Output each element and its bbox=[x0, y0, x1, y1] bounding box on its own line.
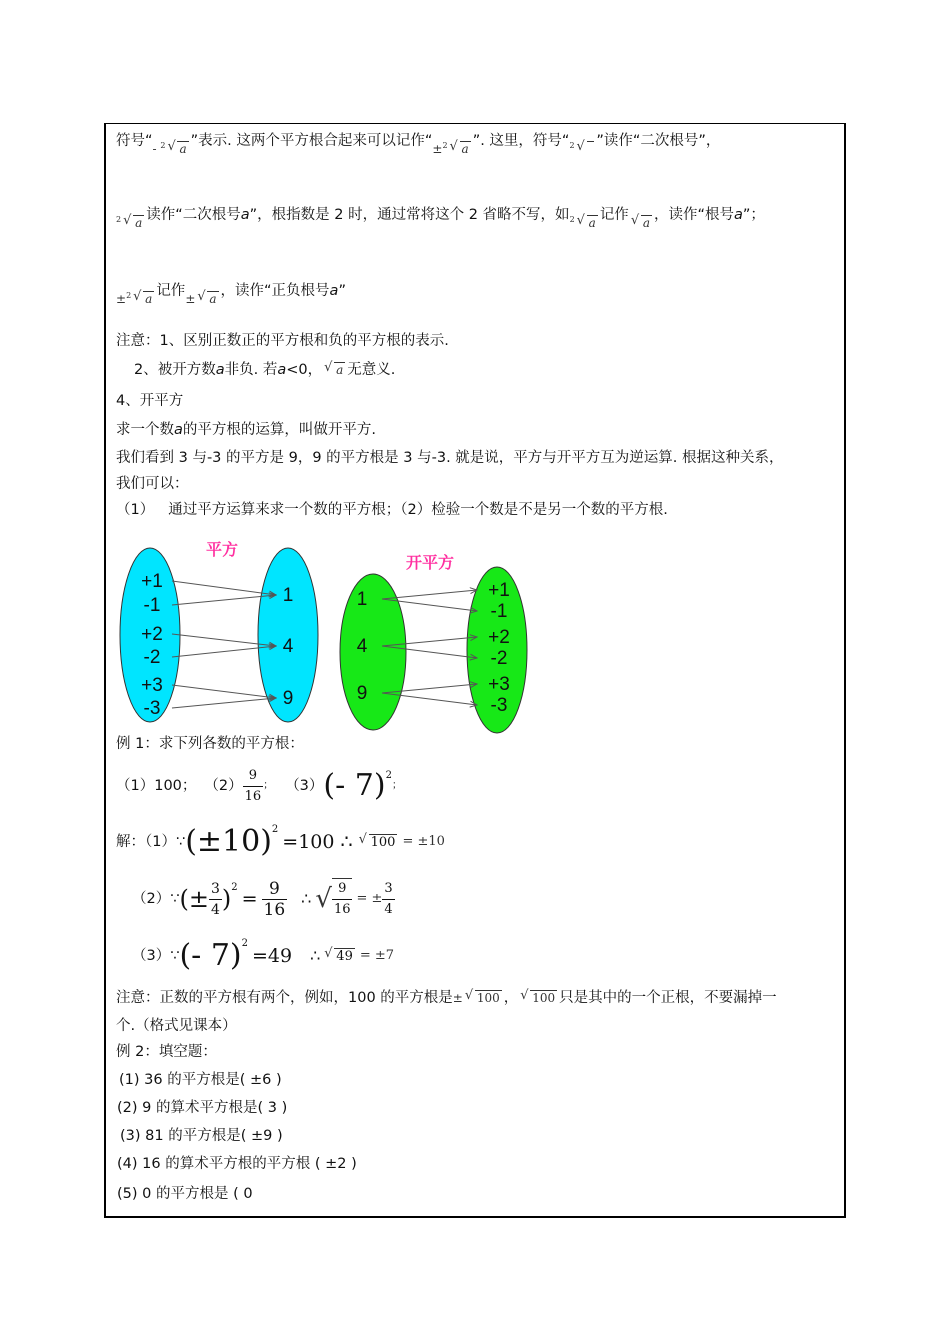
pm-sign: ± bbox=[116, 292, 127, 306]
index: 2 bbox=[569, 141, 575, 150]
denominator: 4 bbox=[384, 901, 393, 917]
numerator: 3 bbox=[209, 879, 222, 900]
equation: =49 bbox=[252, 945, 293, 967]
denominator: 4 bbox=[210, 901, 220, 918]
radicand: a bbox=[642, 216, 650, 230]
text: 通过平方运算来求一个数的平方根；（2）检验一个数是不是另一个数的平方根. bbox=[168, 502, 668, 518]
right-input-label: 1 bbox=[356, 589, 368, 610]
radical-a bbox=[631, 213, 652, 233]
radicand: 100 bbox=[532, 991, 556, 1005]
radicand: a bbox=[145, 292, 153, 306]
index: 2 bbox=[160, 141, 166, 150]
radical-a-plain bbox=[322, 363, 347, 377]
expr-neg7: (- 7) bbox=[179, 938, 242, 973]
note-1: 注意：1、区别正数正的平方根和负的平方根的表示. bbox=[116, 333, 449, 349]
left-input-label: +3 bbox=[141, 675, 163, 696]
radical-a bbox=[197, 289, 218, 309]
text: ”. 这里，符号“ bbox=[472, 133, 570, 149]
text: 的平方根的运算，叫做开平方. bbox=[182, 422, 376, 438]
radical-a bbox=[324, 360, 345, 380]
left-output-label: 9 bbox=[282, 688, 294, 709]
pm-sign: ± bbox=[432, 142, 443, 156]
radical-empty bbox=[577, 139, 595, 159]
mapping-arrow bbox=[172, 698, 276, 708]
line-3 bbox=[116, 278, 346, 306]
var-a: a bbox=[733, 207, 743, 223]
exponent: 2 bbox=[271, 824, 279, 835]
fraction-3-4-result bbox=[382, 879, 394, 920]
var-a: a bbox=[174, 422, 183, 438]
text: （1） bbox=[116, 502, 155, 518]
radical-a bbox=[123, 213, 144, 233]
example-2-heading: 例 2：填空题： bbox=[116, 1044, 217, 1060]
index: 2 bbox=[442, 141, 448, 150]
question-2-label: （2） bbox=[204, 778, 243, 794]
radical-100-b bbox=[518, 991, 559, 1005]
radicand: a bbox=[179, 142, 187, 156]
radical-a bbox=[450, 139, 471, 159]
text: 2、被开方数 bbox=[134, 362, 216, 378]
definition bbox=[116, 420, 376, 440]
radical-100 bbox=[359, 832, 398, 853]
right-output-label: -3 bbox=[490, 695, 508, 716]
radical-a bbox=[133, 289, 154, 309]
var-a: a bbox=[329, 283, 339, 299]
text: ”表示. 这两个平方根合起来可以记作“ bbox=[190, 133, 433, 149]
example-2-item-5: (5) 0 的平方根是 ( 0 bbox=[117, 1186, 253, 1202]
separator: ； bbox=[263, 780, 274, 791]
radical-100 bbox=[465, 988, 502, 1008]
sqrt-sign: √ bbox=[315, 884, 332, 914]
equals: = bbox=[241, 888, 258, 910]
note-3-line-1 bbox=[116, 988, 777, 1008]
pm-radical bbox=[432, 142, 472, 156]
text: ， bbox=[503, 990, 519, 1006]
solution-label: 解：（1）∵ bbox=[116, 834, 186, 850]
exponent: 2 bbox=[241, 938, 248, 949]
left-diagram-title: 平方 bbox=[205, 542, 239, 559]
denominator: 16 bbox=[244, 788, 262, 804]
index: 2 bbox=[569, 215, 575, 224]
text: ”； bbox=[742, 207, 765, 223]
text: <0， bbox=[286, 362, 323, 378]
question-3-label: （3） bbox=[285, 778, 324, 794]
text: 符号“ bbox=[116, 133, 153, 149]
text: ” bbox=[338, 283, 346, 299]
left-input-label: -3 bbox=[143, 698, 161, 719]
line-1 bbox=[116, 128, 721, 156]
pm-radical-plain bbox=[185, 292, 220, 306]
denominator: 16 bbox=[333, 902, 351, 917]
pm-radical-100 bbox=[453, 991, 504, 1005]
radicand: 100 bbox=[370, 834, 396, 850]
text: 非负. 若 bbox=[224, 362, 278, 378]
left-output-label: 1 bbox=[282, 585, 294, 606]
example-2-item-3: (3) 81 的平方根是( ±9 ) bbox=[120, 1128, 283, 1144]
radical-49 bbox=[324, 946, 355, 967]
therefore: ∴ bbox=[310, 946, 321, 965]
text: ”读作“二次根号”， bbox=[596, 133, 721, 149]
fraction-9-16 bbox=[243, 766, 264, 807]
var-a: a bbox=[215, 362, 225, 378]
radical-a bbox=[167, 139, 188, 159]
right-output-label: +2 bbox=[488, 627, 510, 648]
radicand: a bbox=[209, 292, 217, 306]
solution-label: （3）∵ bbox=[132, 948, 180, 964]
radicand: 49 bbox=[336, 948, 353, 964]
text: 无意义. bbox=[347, 362, 396, 378]
open-paren: (± bbox=[179, 885, 209, 913]
denominator: 16 bbox=[263, 899, 286, 920]
right-output-label: -1 bbox=[490, 601, 508, 622]
expr-neg7: (- 7) bbox=[323, 768, 386, 803]
right-input-label: 4 bbox=[356, 636, 368, 657]
example-1-questions bbox=[116, 764, 402, 808]
result-pm: = ± bbox=[356, 891, 383, 906]
radical-a-plain bbox=[629, 216, 654, 230]
result: = ±7 bbox=[359, 948, 395, 963]
therefore: ∴ bbox=[301, 889, 312, 908]
radical-a-2 bbox=[570, 216, 600, 230]
section-4-heading: 4、开平方 bbox=[116, 393, 184, 409]
question-1: （1）100； bbox=[116, 778, 197, 794]
text: 记作 bbox=[156, 283, 186, 299]
radical-a-2 bbox=[116, 216, 146, 230]
solution-2 bbox=[132, 874, 395, 924]
numerator: 9 bbox=[243, 766, 264, 787]
radicand-empty bbox=[587, 141, 595, 156]
separator: ； bbox=[391, 780, 402, 791]
text: 求一个数 bbox=[116, 422, 174, 438]
text: 记作 bbox=[599, 207, 629, 223]
left-output-label: 4 bbox=[282, 636, 294, 657]
radicand: a bbox=[461, 142, 469, 156]
fraction-radicand bbox=[332, 878, 353, 920]
numerator: 9 bbox=[332, 879, 353, 900]
example-2-item-1: (1) 36 的平方根是( ±6 ) bbox=[119, 1072, 282, 1088]
mapping-arrow bbox=[382, 590, 477, 599]
radicand: a bbox=[336, 363, 344, 377]
fraction-9-16 bbox=[262, 879, 288, 920]
exponent: 2 bbox=[385, 770, 392, 781]
expr-pm10: (±10) bbox=[185, 824, 272, 859]
mapping-arrow bbox=[172, 581, 276, 595]
index: 2 bbox=[116, 215, 122, 224]
radical-a bbox=[577, 213, 598, 233]
close-paren: ) bbox=[221, 885, 232, 913]
index: 2 bbox=[126, 291, 132, 300]
right-output-label: -2 bbox=[490, 648, 508, 669]
mapping-arrow bbox=[172, 685, 276, 698]
var-a: a bbox=[240, 207, 250, 223]
text: ，读作“根号 bbox=[653, 207, 734, 223]
text: 只是其中的一个正根，不要漏掉一 bbox=[559, 990, 777, 1006]
minus-sign: - bbox=[152, 142, 161, 156]
text: 注意：正数的平方根有两个，例如，100 的平方根是 bbox=[116, 990, 453, 1006]
solution-label: （2）∵ bbox=[132, 891, 180, 907]
square-root-diagram bbox=[110, 538, 530, 734]
note-2 bbox=[134, 360, 395, 380]
radical-symbol bbox=[569, 142, 596, 156]
note-3-line-2: 个.（格式见课本） bbox=[116, 1018, 237, 1034]
paragraph-2: 我们可以： bbox=[116, 476, 189, 492]
var-a: a bbox=[277, 362, 287, 378]
radicand: a bbox=[135, 216, 143, 230]
pm-radical-2 bbox=[116, 292, 156, 306]
fraction-3-4 bbox=[209, 879, 222, 920]
paragraph-3 bbox=[116, 500, 668, 520]
exponent: 2 bbox=[231, 882, 238, 893]
right-input-label: 9 bbox=[356, 683, 368, 704]
example-2-item-2: (2) 9 的算术平方根是( 3 ) bbox=[117, 1100, 288, 1116]
neg-radical bbox=[153, 142, 191, 156]
left-input-label: -1 bbox=[143, 595, 161, 616]
right-diagram-title: 开平方 bbox=[405, 555, 455, 572]
line-2 bbox=[116, 202, 765, 230]
numerator: 3 bbox=[382, 879, 394, 900]
example-2-item-4: (4) 16 的算术平方根的平方根 ( ±2 ) bbox=[117, 1156, 357, 1172]
left-input-label: +2 bbox=[141, 624, 163, 645]
solution-1 bbox=[116, 820, 445, 864]
solution-3 bbox=[132, 934, 394, 978]
radical-100 bbox=[520, 988, 557, 1008]
text: ，读作“正负根号 bbox=[220, 283, 330, 299]
text: 读作“二次根号 bbox=[146, 207, 241, 223]
paragraph-1: 我们看到 3 与-3 的平方是 9，9 的平方根是 3 与-3. 就是说，平方与开平方互为逆运算. 根据这种关系， bbox=[116, 450, 784, 466]
pm-sign: ± bbox=[452, 991, 463, 1005]
radicand: 100 bbox=[476, 991, 500, 1005]
left-input-label: +1 bbox=[141, 571, 163, 592]
pm-sign: ± bbox=[185, 292, 196, 306]
left-input-label: -2 bbox=[143, 647, 161, 668]
right-output-label: +1 bbox=[488, 580, 510, 601]
numerator: 9 bbox=[262, 879, 288, 900]
text: ”，根指数是 2 时，通过常将这个 2 省略不写，如 bbox=[249, 207, 570, 223]
radicand: a bbox=[588, 216, 596, 230]
right-output-label: +3 bbox=[488, 674, 510, 695]
example-1-heading: 例 1：求下列各数的平方根： bbox=[116, 736, 304, 752]
equation: =100 ∴ bbox=[282, 831, 353, 853]
result: = ±10 bbox=[402, 834, 445, 849]
